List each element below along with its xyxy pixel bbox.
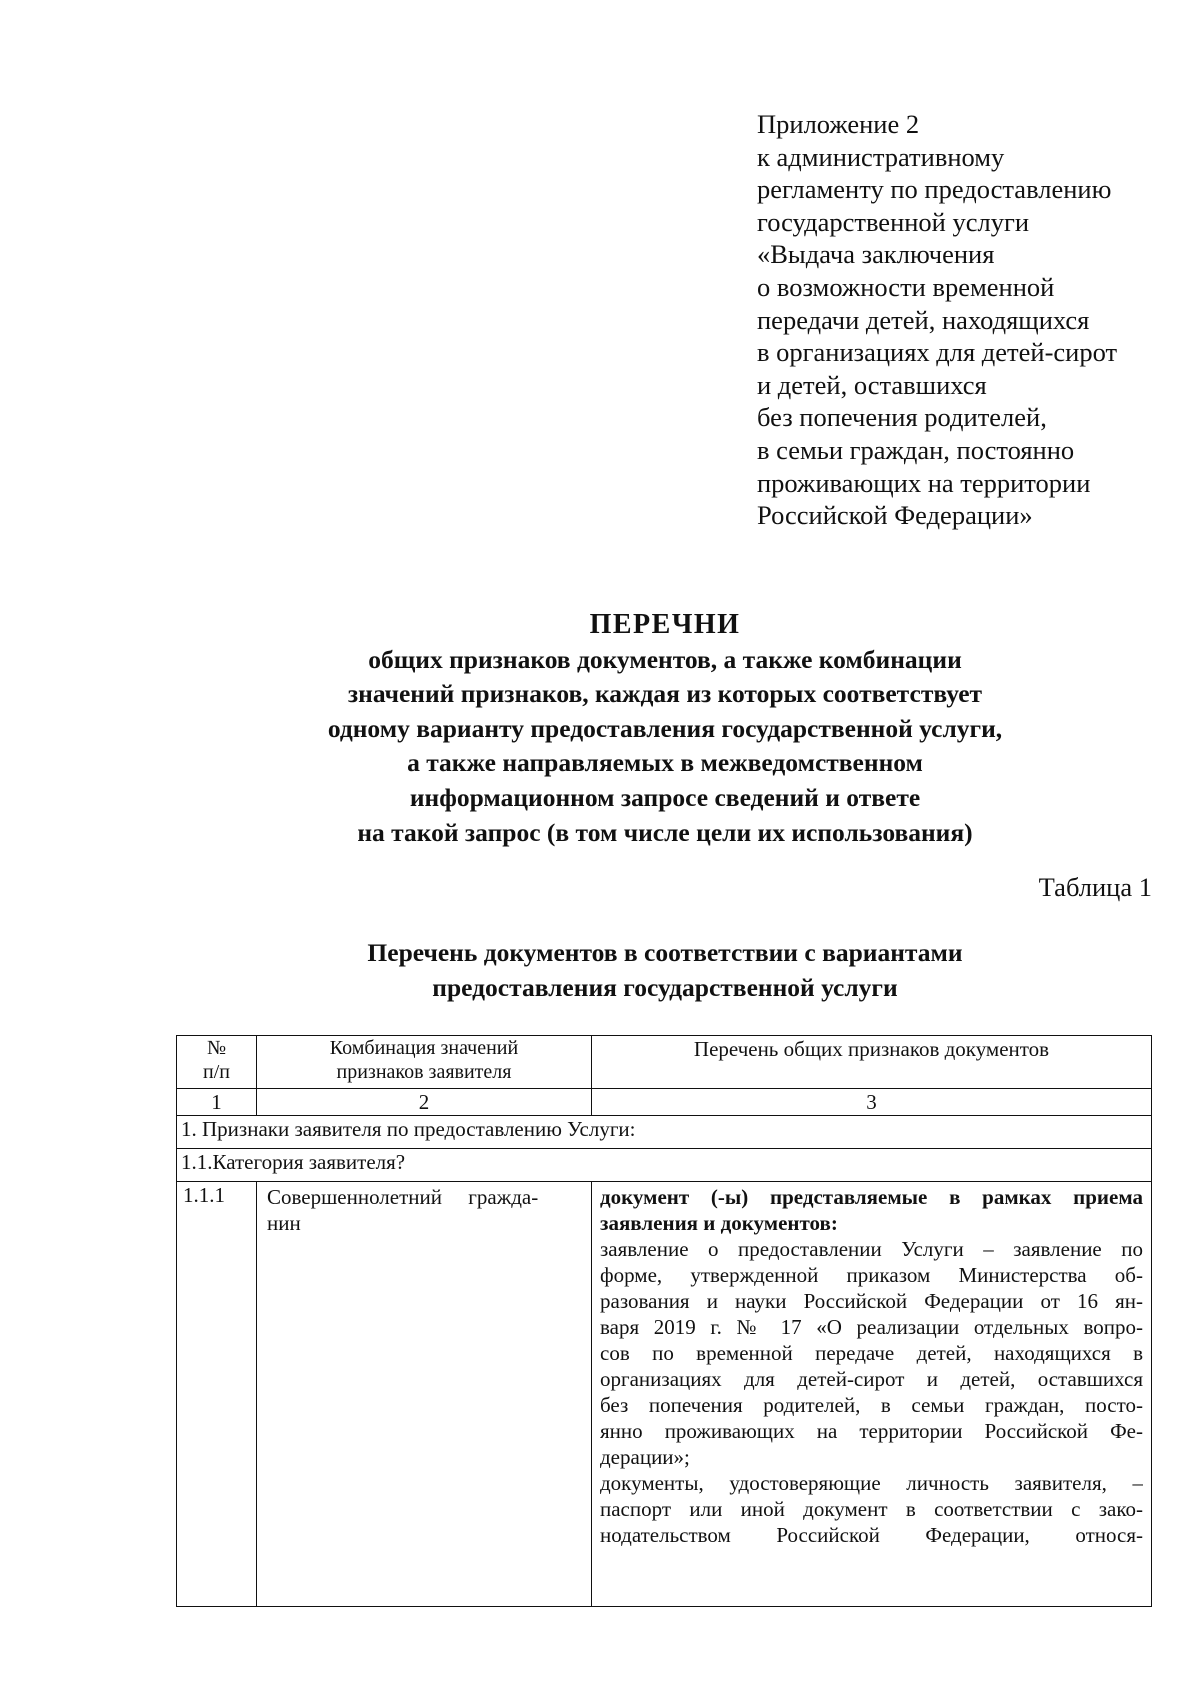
docs-line: янно проживающих на территории Российской Фе- bbox=[600, 1419, 1143, 1443]
appendix-line: к административному bbox=[757, 141, 1005, 172]
column-number: 2 bbox=[257, 1089, 592, 1116]
appendix-line: в организациях для детей-сирот bbox=[757, 337, 1118, 368]
heading-line: информационном запросе сведений и ответе bbox=[409, 782, 921, 812]
header-documents: Перечень общих признаков документов bbox=[592, 1036, 1152, 1089]
document-heading bbox=[0, 608, 1200, 850]
table-title bbox=[0, 936, 1200, 1005]
row-documents bbox=[592, 1182, 1152, 1607]
column-number: 3 bbox=[592, 1089, 1152, 1116]
docs-line: форме, утвержденной приказом Министерства об- bbox=[600, 1263, 1143, 1287]
heading-line: а также направляемых в межведомственном bbox=[407, 748, 923, 778]
docs-line: нодательством Российской Федерации, относя- bbox=[600, 1523, 1143, 1547]
appendix-line: и детей, оставшихся bbox=[757, 369, 987, 400]
docs-line: заявление о предоставлении Услуги – заявление по bbox=[600, 1237, 1143, 1261]
docs-line: паспорт или иной документ в соответствии с зако- bbox=[600, 1497, 1143, 1521]
table-header-row bbox=[177, 1036, 1152, 1089]
appendix-line: Российской Федерации» bbox=[757, 500, 1033, 531]
docs-line: разования и науки Российской Федерации от 16 ян- bbox=[600, 1289, 1143, 1313]
header-number bbox=[177, 1036, 257, 1089]
appendix-line: передачи детей, находящихся bbox=[757, 304, 1090, 335]
docs-line: документы, удостоверяющие личность заявителя, – bbox=[600, 1471, 1143, 1495]
heading-title: ПЕРЕЧНИ bbox=[589, 609, 741, 640]
header-number-line: п/п bbox=[203, 1061, 230, 1083]
heading-line: значений признаков, каждая из которых соответствует bbox=[347, 679, 983, 709]
docs-bold-line: заявления и документов: bbox=[600, 1211, 838, 1235]
header-number-line: № bbox=[206, 1037, 227, 1059]
table-title-line: Перечень документов в соответствии с вариантами bbox=[367, 938, 963, 967]
header-combination-line: Комбинация значений bbox=[329, 1037, 519, 1059]
criterion-line: нин bbox=[267, 1211, 301, 1235]
heading-line: одному варианту предоставления государственной услуги, bbox=[327, 713, 1003, 743]
heading-line: на такой запрос (в том числе цели их использования) bbox=[357, 817, 973, 847]
docs-bold-line: документ (-ы) представляемые в рамках приема bbox=[600, 1185, 1143, 1209]
subsection-row bbox=[177, 1149, 1152, 1182]
header-combination-line: признаков заявителя bbox=[336, 1061, 512, 1083]
docs-line: варя 2019 г. № 17 «О реализации отдельных вопро- bbox=[600, 1315, 1143, 1339]
heading-line: общих признаков документов, а также комбинации bbox=[368, 644, 962, 674]
table-label: Таблица 1 bbox=[1038, 872, 1152, 902]
column-number-row bbox=[177, 1089, 1152, 1116]
subsection-title: 1.1.Категория заявителя? bbox=[177, 1149, 1152, 1182]
appendix-line: проживающих на территории bbox=[757, 467, 1091, 498]
appendix-line: в семьи граждан, постоянно bbox=[757, 434, 1075, 465]
docs-line: дерации»; bbox=[600, 1445, 690, 1469]
section-row bbox=[177, 1116, 1152, 1149]
header-combination bbox=[257, 1036, 592, 1089]
documents-table bbox=[176, 1035, 1152, 1607]
row-number: 1.1.1 bbox=[177, 1182, 257, 1607]
appendix-block bbox=[757, 108, 1177, 532]
row-criterion bbox=[257, 1182, 592, 1607]
column-number: 1 bbox=[177, 1089, 257, 1116]
criterion-line: Совершеннолетний гражда- bbox=[267, 1185, 539, 1209]
appendix-line: «Выдача заключения bbox=[757, 239, 995, 270]
appendix-line: без попечения родителей, bbox=[757, 402, 1047, 433]
appendix-line: регламенту по предоставлению bbox=[757, 174, 1112, 205]
docs-line: сов по временной передаче детей, находящихся в bbox=[600, 1341, 1143, 1365]
appendix-line: о возможности временной bbox=[757, 271, 1055, 302]
table-title-line: предоставления государственной услуги bbox=[432, 972, 898, 1002]
section-title: 1. Признаки заявителя по предоставлению Услуги: bbox=[177, 1116, 1152, 1149]
docs-line: без попечения родителей, в семьи граждан, посто- bbox=[600, 1393, 1143, 1417]
appendix-line: государственной услуги bbox=[757, 206, 1030, 237]
docs-line: организациях для детей-сирот и детей, оставшихся bbox=[600, 1367, 1143, 1391]
appendix-line: Приложение 2 bbox=[757, 109, 920, 139]
table-row bbox=[177, 1182, 1152, 1607]
